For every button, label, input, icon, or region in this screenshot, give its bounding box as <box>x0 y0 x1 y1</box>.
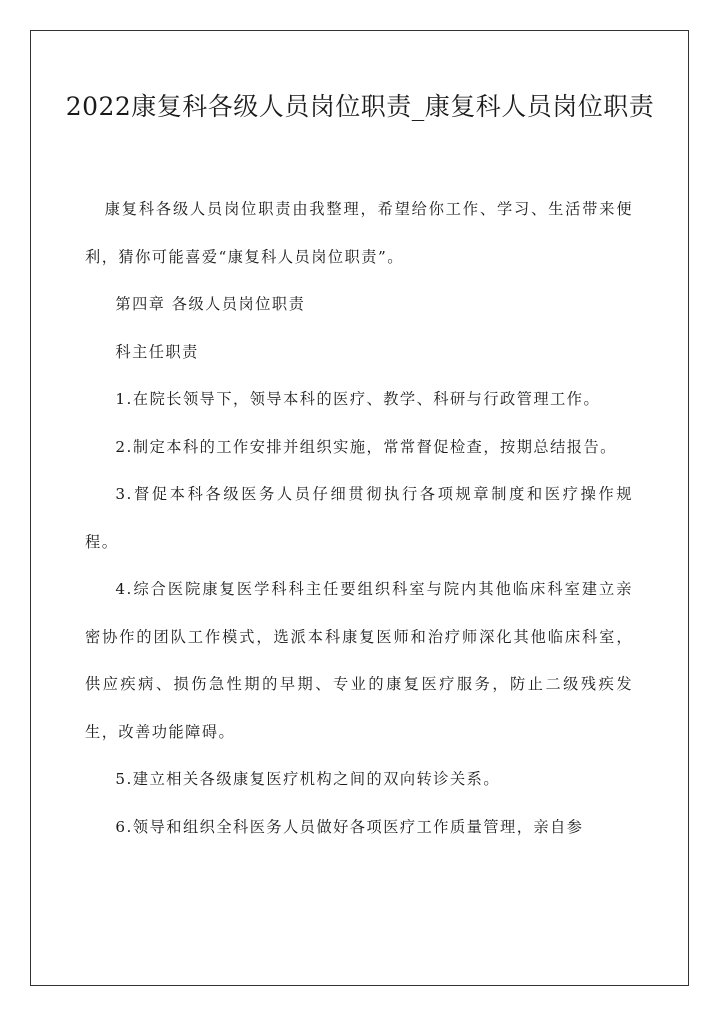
duty-item-5: 5.建立相关各级康复医疗机构之间的双向转诊关系。 <box>115 770 501 788</box>
duty-item-1: 1.在院长领导下，领导本科的医疗、教学、科研与行政管理工作。 <box>115 390 601 408</box>
chapter-heading: 第四章 各级人员岗位职责 <box>115 295 306 313</box>
document-body <box>85 186 633 851</box>
duty-item-2: 2.制定本科的工作安排并组织实施，常常督促检查，按期总结报告。 <box>115 437 617 456</box>
section-heading: 科主任职责 <box>115 342 199 361</box>
duty-item-4: 4.综合医院康复医学科科主任要组织科室与院内其他临床科室建立亲密协作的团队工作模式，选派本科康复医师和治疗师深化其他临床科室，供应疾病、损伤急性期的早期、专业的康复医疗服务，防止二级残疾发生，改善功能障碍。 <box>85 580 633 741</box>
duty-item-6: 6.领导和组织全科医务人员做好各项医疗工作质量管理，亲自参 <box>115 817 584 836</box>
duty-item-3: 3.督促本科各级医务人员仔细贯彻执行各项规章制度和医疗操作规程。 <box>85 485 633 551</box>
intro-paragraph: 康复科各级人员岗位职责由我整理，希望给你工作、学习、生活带来便利，猜你可能喜爱“康复科人员岗位职责”。 <box>85 200 633 266</box>
document-title: 2022康复科各级人员岗位职责_康复科人员岗位职责 <box>65 92 655 121</box>
